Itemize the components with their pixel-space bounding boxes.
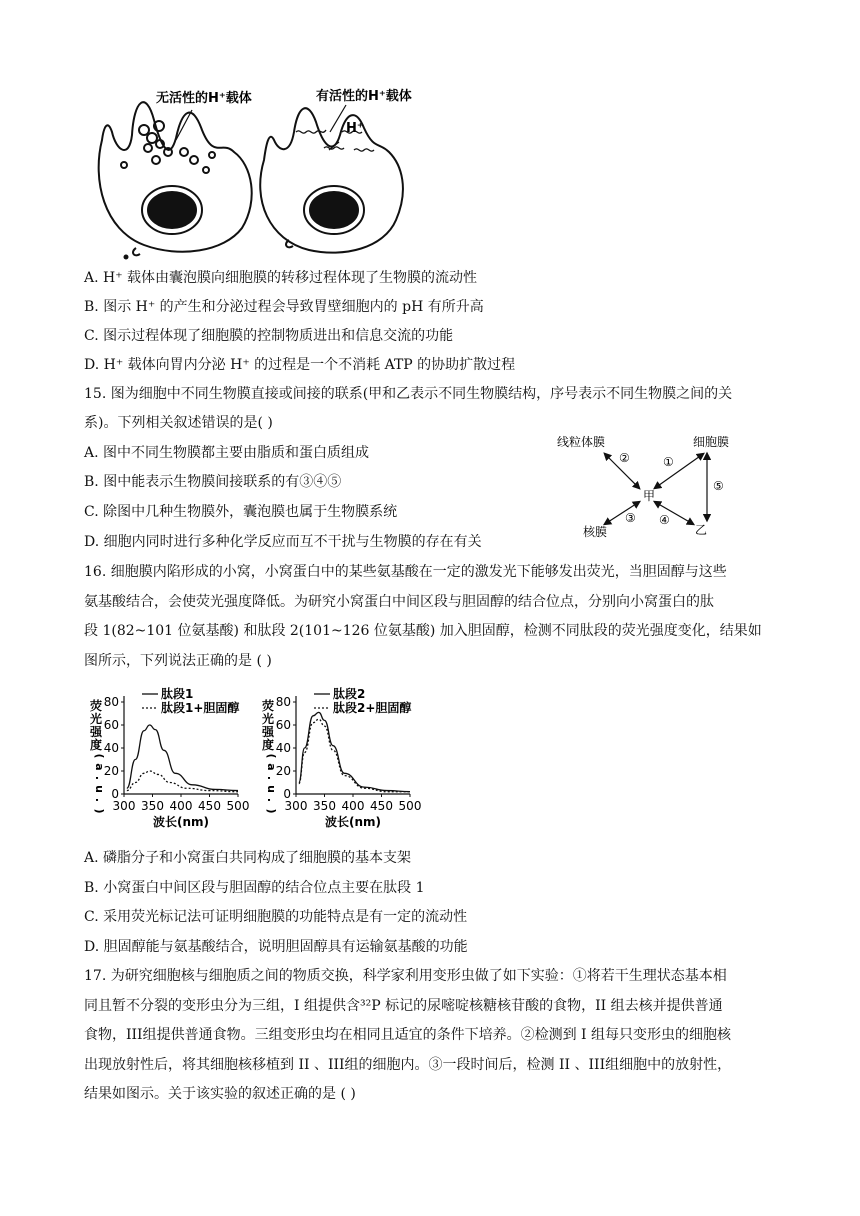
svg-text:(: ( xyxy=(265,753,278,759)
active-carrier-cell xyxy=(260,105,403,253)
series-line-1 xyxy=(299,712,410,791)
y-tick-label: 60 xyxy=(275,718,291,732)
node-nuclear-membrane: 核膜 xyxy=(583,525,608,539)
series-line-1 xyxy=(127,725,238,791)
x-tick-label: 450 xyxy=(198,799,221,813)
y-tick-label: 80 xyxy=(103,695,119,709)
fluorescence-chart-peptide2 xyxy=(252,686,424,836)
svg-text:荧: 荧 xyxy=(261,699,275,713)
svg-text:(: ( xyxy=(93,753,106,759)
svg-text:光: 光 xyxy=(89,712,103,726)
series-line-2 xyxy=(127,771,238,792)
q15-stem-line1: 15. 图为细胞中不同生物膜直接或间接的联系(甲和乙表示不同生物膜结构，序号表示不同生物膜之间的关 xyxy=(84,386,733,402)
legend-label-2: 肽段1+胆固醇 xyxy=(161,701,240,715)
y-tick-label: 80 xyxy=(275,695,291,709)
q17-line2: 同且暂不分裂的变形虫分为三组，I 组提供含³²P 标记的尿嘧啶核糖核苷酸的食物，II 组去核并提供普通 xyxy=(84,998,723,1014)
svg-text:.: . xyxy=(93,775,106,781)
q15-option-c: C. 除图中几种生物膜外，囊泡膜也属于生物膜系统 xyxy=(84,504,398,520)
dot-marker xyxy=(124,255,129,260)
label-inactive-carrier: 无活性的H⁺载体 xyxy=(156,91,252,106)
label-relation-3: ③ xyxy=(625,511,636,525)
y-axis-label xyxy=(261,698,278,814)
node-mitochondria-membrane: 线粒体膜 xyxy=(557,435,606,449)
fluorescence-chart-peptide1 xyxy=(80,686,252,836)
y-tick-label: 0 xyxy=(111,787,119,801)
node-jia: 甲 xyxy=(643,489,656,503)
y-tick-label: 0 xyxy=(283,787,291,801)
q14-option-d: D. H⁺ 载体向胃内分泌 H⁺ 的过程是一个不消耗 ATP 的协助扩散过程 xyxy=(84,357,516,373)
y-axis-label xyxy=(89,698,106,814)
q16-option-c: C. 采用荧光标记法可证明细胞膜的功能特点是有一定的流动性 xyxy=(84,909,468,925)
x-tick-label: 500 xyxy=(226,799,250,813)
inactive-carrier-cell xyxy=(99,102,252,255)
legend-label-1: 肽段1 xyxy=(161,687,194,701)
q15-stem-line2: 系)。下列相关叙述错误的是( ) xyxy=(84,415,273,431)
node-cell-membrane: 细胞膜 xyxy=(693,435,730,449)
x-axis-label: 波长(nm) xyxy=(152,815,210,829)
svg-text:强: 强 xyxy=(89,725,103,739)
q14-cell-figure xyxy=(84,80,464,260)
q17-line4: 出现放射性后，将其细胞核移植到 II 、III组的细胞内。③一段时间后，检测 II 、III组细胞中的放射性， xyxy=(84,1057,732,1073)
label-relation-4: ④ xyxy=(659,513,670,527)
y-tick-label: 20 xyxy=(275,764,291,778)
x-tick-label: 450 xyxy=(370,799,393,813)
q16-option-b: B. 小窝蛋白中间区段与胆固醇的结合位点主要在肽段 1 xyxy=(84,880,425,896)
svg-text:.: . xyxy=(265,775,278,781)
svg-text:.: . xyxy=(93,797,106,803)
svg-text:.: . xyxy=(265,797,278,803)
y-tick-label: 40 xyxy=(103,741,119,755)
svg-text:荧: 荧 xyxy=(89,699,103,713)
svg-text:a: a xyxy=(265,763,278,771)
q17-line1: 17. 为研究细胞核与细胞质之间的物质交换，科学家利用变形虫做了如下实验：①将若干生理状态基本相 xyxy=(84,968,727,984)
label-relation-2: ② xyxy=(619,451,630,465)
q14-option-a: A. H⁺ 载体由囊泡膜向细胞膜的转移过程体现了生物膜的流动性 xyxy=(84,270,478,286)
x-tick-label: 300 xyxy=(284,799,308,813)
node-yi: 乙 xyxy=(695,523,708,537)
y-tick-label: 20 xyxy=(103,764,119,778)
x-tick-label: 350 xyxy=(313,799,336,813)
svg-text:度: 度 xyxy=(261,738,275,752)
svg-text:u: u xyxy=(93,785,106,793)
q16-stem-line2: 氨基酸结合，会使荧光强度降低。为研究小窝蛋白中间区段与胆固醇的结合位点，分别向小窝蛋白的肽 xyxy=(84,594,714,610)
x-tick-label: 400 xyxy=(341,799,365,813)
svg-text:): ) xyxy=(93,808,106,814)
label-relation-5: ⑤ xyxy=(713,479,724,493)
membrane-relation-diagram xyxy=(555,428,755,548)
q15-option-d: D. 细胞内同时进行多种化学反应而互不干扰与生物膜的存在有关 xyxy=(84,534,482,550)
y-tick-label: 60 xyxy=(103,718,119,732)
q16-stem-line1: 16. 细胞膜内陷形成的小窝，小窝蛋白中的某些氨基酸在一定的激发光下能够发出荧光，当胆固醇与这些 xyxy=(84,564,727,580)
label-active-carrier: 有活性的H⁺载体 xyxy=(316,89,412,104)
q14-option-b: B. 图示 H⁺ 的产生和分泌过程会导致胃壁细胞内的 pH 有所升高 xyxy=(84,299,484,315)
q15-option-b: B. 图中能表示生物膜间接联系的有③④⑤ xyxy=(84,474,342,490)
q16-option-a: A. 磷脂分子和小窝蛋白共同构成了细胞膜的基本支架 xyxy=(84,850,412,866)
svg-text:a: a xyxy=(93,763,106,771)
x-tick-label: 500 xyxy=(398,799,422,813)
q14-option-c: C. 图示过程体现了细胞膜的控制物质进出和信息交流的功能 xyxy=(84,328,454,344)
svg-text:u: u xyxy=(265,785,278,793)
q15-option-a: A. 图中不同生物膜都主要由脂质和蛋白质组成 xyxy=(84,445,370,461)
x-axis-label: 波长(nm) xyxy=(324,815,382,829)
q16-stem-line3: 段 1(82~101 位氨基酸) 和肽段 2(101~126 位氨基酸) 加入胆固醇，检测不同肽段的荧光强度变化，结果如 xyxy=(84,623,762,639)
x-tick-label: 300 xyxy=(112,799,136,813)
q17-line3: 食物，III组提供普通食物。三组变形虫均在相同且适宜的条件下培养。②检测到 I 组每只变形虫的细胞核 xyxy=(84,1027,732,1043)
x-tick-label: 350 xyxy=(141,799,164,813)
svg-text:光: 光 xyxy=(261,712,275,726)
svg-text:): ) xyxy=(265,808,278,814)
q16-stem-line4: 图所示，下列说法正确的是 ( ) xyxy=(84,653,272,669)
legend-label-2: 肽段2+胆固醇 xyxy=(333,701,412,715)
svg-text:强: 强 xyxy=(261,725,275,739)
q17-line5: 结果如图示。关于该实验的叙述正确的是 ( ) xyxy=(84,1086,356,1102)
x-tick-label: 400 xyxy=(169,799,193,813)
label-h-ion: H⁺ xyxy=(346,121,364,136)
svg-text:度: 度 xyxy=(89,738,103,752)
y-tick-label: 40 xyxy=(275,741,291,755)
q16-option-d: D. 胆固醇能与氨基酸结合，说明胆固醇具有运输氨基酸的功能 xyxy=(84,939,468,955)
label-relation-1: ① xyxy=(663,455,674,469)
legend-label-1: 肽段2 xyxy=(333,687,366,701)
